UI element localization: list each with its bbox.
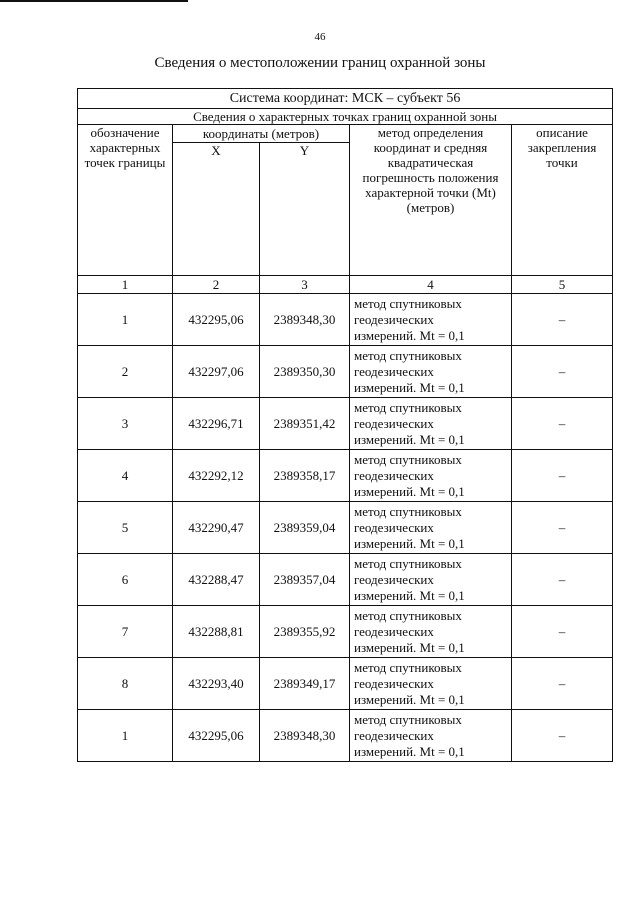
column-number-row xyxy=(78,276,613,294)
point-designation-cell: 8 xyxy=(78,658,173,710)
x-coordinate-cell: 432292,12 xyxy=(173,450,260,502)
method-line: метод спутниковых xyxy=(354,451,462,467)
point-designation-cell: 4 xyxy=(78,450,173,502)
header-x: X xyxy=(173,143,260,276)
point-designation-cell: 6 xyxy=(78,554,173,606)
column-number: 1 xyxy=(78,276,173,294)
description-cell: – xyxy=(512,398,613,450)
x-coordinate-cell: 432296,71 xyxy=(173,398,260,450)
method-line: метод спутниковых xyxy=(354,555,462,571)
method-line: метод спутниковых xyxy=(354,607,462,623)
method-cell xyxy=(350,710,512,762)
method-line: геодезических xyxy=(354,727,434,743)
method-line: геодезических xyxy=(354,467,434,483)
point-designation-cell: 2 xyxy=(78,346,173,398)
method-line: геодезических xyxy=(354,571,434,587)
table-row xyxy=(78,398,613,450)
coordinate-system-row xyxy=(78,89,613,109)
page-number: 46 xyxy=(314,31,326,43)
method-cell xyxy=(350,450,512,502)
method-cell xyxy=(350,554,512,606)
point-designation-cell: 1 xyxy=(78,294,173,346)
method-cell xyxy=(350,502,512,554)
column-number: 4 xyxy=(350,276,512,294)
description-cell: – xyxy=(512,346,613,398)
method-line: измерений. Mt = 0,1 xyxy=(354,535,465,551)
y-coordinate-cell: 2389359,04 xyxy=(260,502,350,554)
y-coordinate-cell: 2389358,17 xyxy=(260,450,350,502)
method-line: геодезических xyxy=(354,363,434,379)
info-cell: Сведения о характерных точках границ охранной зоны xyxy=(78,109,613,125)
method-line: метод спутниковых xyxy=(354,347,462,363)
method-line: измерений. Mt = 0,1 xyxy=(354,691,465,707)
y-coordinate-cell: 2389351,42 xyxy=(260,398,350,450)
method-line: геодезических xyxy=(354,623,434,639)
page-title: Сведения о местоположении границ охранной зоны xyxy=(154,55,486,71)
method-cell xyxy=(350,294,512,346)
description-cell: – xyxy=(512,450,613,502)
y-coordinate-cell: 2389349,17 xyxy=(260,658,350,710)
method-cell xyxy=(350,658,512,710)
column-number: 3 xyxy=(260,276,350,294)
header-method: метод определения координат и средняя квадратическая погрешность положения характерной точки (Mt) (метров) xyxy=(350,125,512,276)
header-row xyxy=(78,125,613,143)
x-coordinate-cell: 432295,06 xyxy=(173,294,260,346)
description-cell: – xyxy=(512,294,613,346)
method-line: метод спутниковых xyxy=(354,659,462,675)
method-line: измерений. Mt = 0,1 xyxy=(354,743,465,759)
method-line: метод спутниковых xyxy=(354,503,462,519)
y-coordinate-cell: 2389348,30 xyxy=(260,710,350,762)
method-line: геодезических xyxy=(354,519,434,535)
table-row xyxy=(78,502,613,554)
description-cell: – xyxy=(512,710,613,762)
method-cell xyxy=(350,346,512,398)
y-coordinate-cell: 2389350,30 xyxy=(260,346,350,398)
coordinate-system-cell: Система координат: МСК – субъект 56 xyxy=(78,89,613,109)
description-cell: – xyxy=(512,606,613,658)
method-line: метод спутниковых xyxy=(354,711,462,727)
x-coordinate-cell: 432295,06 xyxy=(173,710,260,762)
method-line: метод спутниковых xyxy=(354,399,462,415)
x-coordinate-cell: 432288,81 xyxy=(173,606,260,658)
table-row xyxy=(78,450,613,502)
table-row xyxy=(78,346,613,398)
method-line: метод спутниковых xyxy=(354,295,462,311)
header-y: Y xyxy=(260,143,350,276)
method-cell xyxy=(350,606,512,658)
description-cell: – xyxy=(512,554,613,606)
coordinates-table xyxy=(77,88,613,762)
point-designation-cell: 5 xyxy=(78,502,173,554)
method-line: измерений. Mt = 0,1 xyxy=(354,327,465,343)
table-row xyxy=(78,606,613,658)
x-coordinate-cell: 432297,06 xyxy=(173,346,260,398)
header-description: описание закрепления точки xyxy=(512,125,613,276)
x-coordinate-cell: 432290,47 xyxy=(173,502,260,554)
table-body xyxy=(78,89,613,762)
point-designation-cell: 1 xyxy=(78,710,173,762)
method-line: геодезических xyxy=(354,675,434,691)
point-designation-cell: 3 xyxy=(78,398,173,450)
description-cell: – xyxy=(512,502,613,554)
info-row xyxy=(78,109,613,125)
y-coordinate-cell: 2389355,92 xyxy=(260,606,350,658)
method-line: измерений. Mt = 0,1 xyxy=(354,639,465,655)
method-cell xyxy=(350,398,512,450)
header-designation: обозначение характерных точек границы xyxy=(78,125,173,276)
y-coordinate-cell: 2389357,04 xyxy=(260,554,350,606)
x-coordinate-cell: 432293,40 xyxy=(173,658,260,710)
column-number: 5 xyxy=(512,276,613,294)
method-line: измерений. Mt = 0,1 xyxy=(354,379,465,395)
x-coordinate-cell: 432288,47 xyxy=(173,554,260,606)
method-line: геодезических xyxy=(354,415,434,431)
table-row xyxy=(78,658,613,710)
y-coordinate-cell: 2389348,30 xyxy=(260,294,350,346)
method-line: геодезических xyxy=(354,311,434,327)
table-row xyxy=(78,710,613,762)
method-line: измерений. Mt = 0,1 xyxy=(354,587,465,603)
method-line: измерений. Mt = 0,1 xyxy=(354,431,465,447)
top-rule xyxy=(0,0,188,2)
method-line: измерений. Mt = 0,1 xyxy=(354,483,465,499)
table-row xyxy=(78,294,613,346)
header-coordinates: координаты (метров) xyxy=(173,125,350,143)
description-cell: – xyxy=(512,658,613,710)
column-number: 2 xyxy=(173,276,260,294)
table-row xyxy=(78,554,613,606)
point-designation-cell: 7 xyxy=(78,606,173,658)
